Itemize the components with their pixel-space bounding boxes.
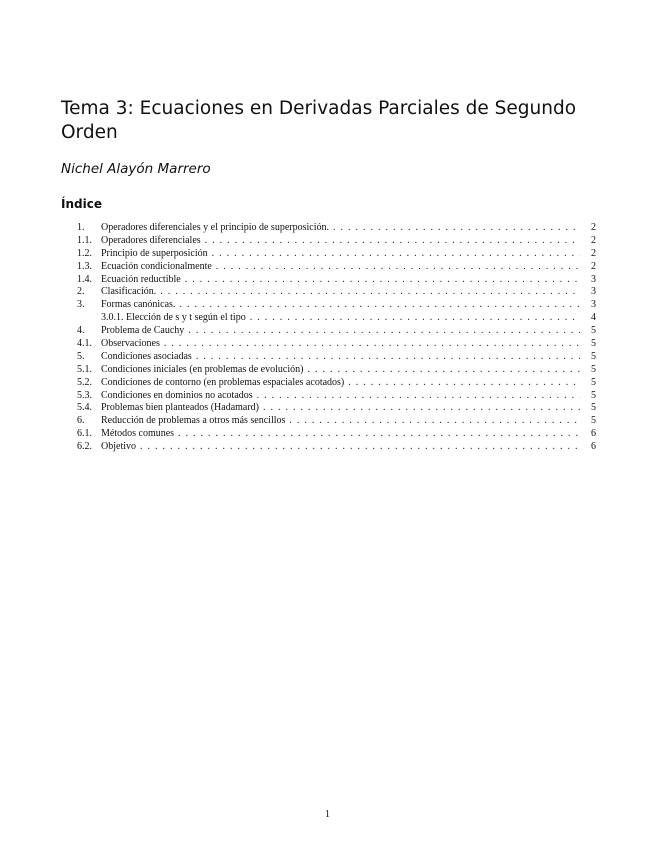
toc-entry-number: 6.2.	[77, 441, 92, 453]
toc-entry[interactable]	[77, 286, 596, 299]
toc-entry[interactable]	[77, 312, 596, 325]
toc-entry-page: 5	[591, 363, 596, 375]
toc-leader-dots	[196, 351, 580, 364]
page-title: Tema 3: Ecuaciones en Derivadas Parciales de Segundo Orden	[61, 98, 577, 143]
toc-entry[interactable]	[77, 274, 596, 287]
toc-leader-dots	[263, 402, 580, 415]
toc-entry-page: 4	[591, 312, 596, 324]
toc-entry-page: 2	[591, 260, 596, 272]
toc-leader-dots	[257, 390, 580, 403]
toc-leader-dots	[188, 325, 580, 338]
toc-leader-dots	[333, 222, 580, 235]
toc-entry-title: Condiciones iniciales (en problemas de evolución)	[101, 363, 304, 375]
toc-entry-number: 6.	[77, 415, 85, 427]
toc-entry-page: 2	[591, 222, 596, 233]
toc-entry-page: 5	[591, 415, 596, 427]
toc-entry-number: 1.3.	[77, 260, 92, 272]
toc-leader-dots	[289, 415, 580, 428]
toc-entry-title: Operadores diferenciales	[101, 234, 201, 246]
toc-entry-number: 1.	[77, 222, 85, 233]
toc-entry[interactable]	[77, 261, 596, 274]
toc-leader-dots	[140, 441, 580, 454]
toc-leader-dots	[164, 338, 580, 351]
toc-entry-number: 5.1.	[77, 363, 92, 375]
toc-entry-title: Condiciones asociadas	[101, 350, 192, 362]
table-of-contents	[77, 222, 596, 454]
toc-entry-page: 6	[591, 428, 596, 440]
toc-leader-dots	[307, 364, 580, 377]
toc-entry-page: 5	[591, 402, 596, 414]
toc-leader-dots	[185, 274, 580, 287]
toc-entry-number: 4.1.	[77, 338, 92, 350]
toc-entry-title: Formas canónicas.	[101, 299, 176, 311]
toc-entry-number: 6.1.	[77, 428, 92, 440]
toc-entry-title: Objetivo	[101, 441, 136, 453]
toc-entry-number: 4.	[77, 325, 85, 337]
toc-entry[interactable]	[77, 402, 596, 415]
toc-entry-page: 3	[591, 286, 596, 298]
toc-entry-title: Reducción de problemas a otros más sencillos	[101, 415, 286, 427]
toc-entry-page: 3	[591, 273, 596, 285]
toc-leader-dots	[160, 286, 580, 299]
toc-entry-title: Ecuación condicionalmente	[101, 260, 212, 272]
toc-entry-page: 6	[591, 441, 596, 453]
toc-entry-title: Problemas bien planteados (Hadamard)	[101, 402, 260, 414]
toc-leader-dots	[178, 428, 580, 441]
author-name: Nichel Alayón Marrero	[61, 161, 211, 177]
toc-entry-number: 1.4.	[77, 273, 92, 285]
toc-entry-title: Principio de superposición	[101, 247, 208, 259]
toc-entry-title: Ecuación reductible	[101, 273, 181, 285]
toc-entry-title: 3.0.1. Elección de s y t según el tipo	[101, 312, 246, 324]
toc-entry-number: 3.	[77, 299, 85, 311]
toc-entry[interactable]	[77, 248, 596, 261]
toc-leader-dots	[348, 377, 580, 390]
toc-leader-dots	[179, 299, 580, 312]
toc-entry[interactable]	[77, 299, 596, 312]
toc-entry[interactable]	[77, 364, 596, 377]
toc-entry-number: 5.	[77, 350, 85, 362]
toc-entry-number: 2.	[77, 286, 85, 298]
toc-entry-page: 5	[591, 325, 596, 337]
toc-entry-page: 2	[591, 247, 596, 259]
toc-entry-number: 5.3.	[77, 389, 92, 401]
toc-leader-dots	[205, 235, 580, 248]
toc-entry[interactable]	[77, 390, 596, 403]
toc-entry-page: 5	[591, 350, 596, 362]
toc-entry[interactable]	[77, 338, 596, 351]
toc-entry-page: 5	[591, 376, 596, 388]
toc-entry-title: Condiciones de contorno (en problemas espaciales acotados)	[101, 376, 345, 388]
toc-entry-title: Operadores diferenciales y el principio de superposición.	[101, 222, 329, 233]
toc-entry[interactable]	[77, 428, 596, 441]
toc-entry-title: Condiciones en dominios no acotados	[101, 389, 253, 401]
toc-entry[interactable]	[77, 351, 596, 364]
toc-entry[interactable]	[77, 415, 596, 428]
toc-entry-number: 5.4.	[77, 402, 92, 414]
toc-entry-number: 1.2.	[77, 247, 92, 259]
toc-entry[interactable]	[77, 377, 596, 390]
toc-entry[interactable]	[77, 222, 596, 235]
toc-leader-dots	[216, 261, 580, 274]
toc-entry-page: 5	[591, 338, 596, 350]
toc-entry-page: 2	[591, 234, 596, 246]
toc-entry[interactable]	[77, 325, 596, 338]
toc-heading: Índice	[61, 197, 102, 211]
toc-entry-title: Problema de Cauchy	[101, 325, 185, 337]
toc-leader-dots	[250, 312, 580, 325]
toc-entry-title: Clasificación.	[101, 286, 157, 298]
page-number: 1	[325, 809, 330, 820]
toc-entry-number: 5.2.	[77, 376, 92, 388]
toc-entry-page: 3	[591, 299, 596, 311]
toc-entry-title: Observaciones	[101, 338, 160, 350]
toc-entry-title: Métodos comunes	[101, 428, 175, 440]
toc-entry[interactable]	[77, 441, 596, 454]
toc-entry-number: 1.1.	[77, 234, 92, 246]
toc-leader-dots	[212, 248, 580, 261]
toc-entry[interactable]	[77, 235, 596, 248]
toc-entry-page: 5	[591, 389, 596, 401]
